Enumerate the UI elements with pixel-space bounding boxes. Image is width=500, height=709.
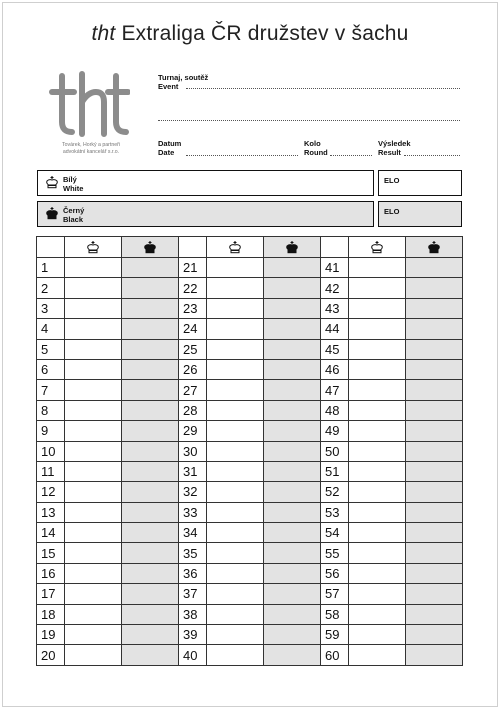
black-move-cell[interactable] [406, 441, 463, 461]
black-move-cell[interactable] [122, 441, 179, 461]
move-row [37, 298, 463, 318]
logo-caption [46, 142, 136, 156]
black-label-en: Black [63, 215, 84, 224]
white-move-cell[interactable] [65, 400, 122, 420]
move-number: 32 [179, 482, 207, 502]
move-number: 3 [37, 298, 65, 318]
move-number: 18 [37, 604, 65, 624]
white-move-cell[interactable] [65, 563, 122, 583]
moves-header-row [37, 237, 463, 258]
header-white-cell [349, 237, 406, 258]
move-number: 40 [179, 645, 207, 665]
title-brand: tht [91, 22, 116, 45]
move-number: 24 [179, 319, 207, 339]
black-player-field[interactable] [37, 201, 374, 227]
move-number: 58 [321, 604, 349, 624]
black-elo-label: ELO [384, 207, 400, 216]
black-move-cell[interactable] [406, 604, 463, 624]
white-move-cell[interactable] [207, 502, 264, 522]
move-number: 56 [321, 563, 349, 583]
header-number-cell [37, 237, 65, 258]
white-move-cell[interactable] [349, 563, 406, 583]
moves-body [37, 258, 463, 666]
white-move-cell[interactable] [65, 625, 122, 645]
move-number: 43 [321, 298, 349, 318]
black-move-cell[interactable] [406, 298, 463, 318]
white-move-cell[interactable] [65, 441, 122, 461]
white-king-icon [207, 240, 263, 254]
white-move-cell[interactable] [65, 543, 122, 563]
move-number: 26 [179, 359, 207, 379]
black-move-cell[interactable] [264, 359, 321, 379]
white-move-cell[interactable] [349, 441, 406, 461]
white-move-cell[interactable] [207, 278, 264, 298]
black-move-cell[interactable] [122, 339, 179, 359]
black-move-cell[interactable] [122, 359, 179, 379]
move-row [37, 441, 463, 461]
black-move-cell[interactable] [122, 563, 179, 583]
move-row [37, 523, 463, 543]
move-row [37, 278, 463, 298]
black-move-cell[interactable] [122, 380, 179, 400]
white-move-cell[interactable] [65, 604, 122, 624]
white-move-cell[interactable] [65, 258, 122, 278]
black-move-cell[interactable] [406, 258, 463, 278]
white-king-icon [65, 240, 121, 254]
black-move-cell[interactable] [406, 584, 463, 604]
page-title [0, 22, 500, 46]
move-number: 27 [179, 380, 207, 400]
date-label-cz: Datum [158, 139, 182, 148]
black-move-cell[interactable] [264, 258, 321, 278]
move-number: 20 [37, 645, 65, 665]
header-black-cell [264, 237, 321, 258]
move-number: 11 [37, 461, 65, 481]
white-move-cell[interactable] [65, 523, 122, 543]
black-move-cell[interactable] [122, 502, 179, 522]
header-black-cell [122, 237, 179, 258]
move-number: 38 [179, 604, 207, 624]
move-row [37, 543, 463, 563]
logo-caption-line1: Továrek, Horký a partneři [62, 142, 120, 148]
black-move-cell[interactable] [122, 604, 179, 624]
move-number: 2 [37, 278, 65, 298]
move-number: 48 [321, 400, 349, 420]
white-move-cell[interactable] [65, 482, 122, 502]
white-king-icon [349, 240, 405, 254]
white-move-cell[interactable] [65, 502, 122, 522]
white-move-cell[interactable] [207, 625, 264, 645]
white-move-cell[interactable] [349, 543, 406, 563]
event-label-en: Event [158, 82, 179, 91]
black-move-cell[interactable] [264, 482, 321, 502]
move-number: 23 [179, 298, 207, 318]
black-move-cell[interactable] [122, 298, 179, 318]
white-move-cell[interactable] [65, 380, 122, 400]
black-move-cell[interactable] [406, 421, 463, 441]
result-field[interactable] [404, 155, 460, 156]
white-move-cell[interactable] [207, 380, 264, 400]
black-move-cell[interactable] [264, 380, 321, 400]
move-row [37, 584, 463, 604]
move-row [37, 502, 463, 522]
move-number: 1 [37, 258, 65, 278]
white-move-cell[interactable] [349, 502, 406, 522]
white-move-cell[interactable] [65, 461, 122, 481]
white-label-cz: Bílý [63, 175, 77, 184]
black-move-cell[interactable] [406, 502, 463, 522]
header-white-cell [207, 237, 264, 258]
white-move-cell[interactable] [349, 482, 406, 502]
white-move-cell[interactable] [349, 380, 406, 400]
move-row [37, 645, 463, 665]
move-number: 22 [179, 278, 207, 298]
move-number: 55 [321, 543, 349, 563]
black-move-cell[interactable] [264, 543, 321, 563]
move-number: 36 [179, 563, 207, 583]
move-number: 35 [179, 543, 207, 563]
white-move-cell[interactable] [349, 298, 406, 318]
black-move-cell[interactable] [264, 400, 321, 420]
move-number: 51 [321, 461, 349, 481]
move-number: 52 [321, 482, 349, 502]
white-move-cell[interactable] [207, 645, 264, 665]
move-row [37, 604, 463, 624]
date-field[interactable] [186, 155, 298, 156]
round-label-en: Round [304, 148, 328, 157]
white-move-cell[interactable] [207, 604, 264, 624]
black-move-cell[interactable] [264, 319, 321, 339]
white-move-cell[interactable] [65, 319, 122, 339]
round-label-cz: Kolo [304, 139, 321, 148]
white-move-cell[interactable] [207, 319, 264, 339]
header-white-cell [65, 237, 122, 258]
move-number: 57 [321, 584, 349, 604]
black-move-cell[interactable] [122, 645, 179, 665]
white-move-cell[interactable] [207, 421, 264, 441]
move-number: 44 [321, 319, 349, 339]
white-elo-field[interactable] [378, 170, 462, 196]
move-row [37, 461, 463, 481]
result-label-en: Result [378, 148, 401, 157]
title-text: Extraliga ČR družstev v šachu [115, 22, 409, 45]
white-move-cell[interactable] [349, 523, 406, 543]
move-number: 6 [37, 359, 65, 379]
move-number: 33 [179, 502, 207, 522]
white-move-cell[interactable] [349, 421, 406, 441]
move-number: 53 [321, 502, 349, 522]
white-move-cell[interactable] [349, 319, 406, 339]
white-move-cell[interactable] [349, 625, 406, 645]
black-player-label [63, 206, 84, 224]
move-number: 16 [37, 563, 65, 583]
black-move-cell[interactable] [264, 421, 321, 441]
black-move-cell[interactable] [406, 339, 463, 359]
black-move-cell[interactable] [122, 258, 179, 278]
move-number: 45 [321, 339, 349, 359]
white-move-cell[interactable] [65, 298, 122, 318]
black-move-cell[interactable] [264, 298, 321, 318]
white-move-cell[interactable] [207, 339, 264, 359]
move-row [37, 339, 463, 359]
white-move-cell[interactable] [207, 258, 264, 278]
move-number: 4 [37, 319, 65, 339]
move-row [37, 400, 463, 420]
move-row [37, 359, 463, 379]
moves-table [36, 236, 463, 666]
move-number: 28 [179, 400, 207, 420]
white-player-field[interactable] [37, 170, 374, 196]
white-move-cell[interactable] [349, 278, 406, 298]
black-move-cell[interactable] [122, 421, 179, 441]
black-elo-field[interactable] [378, 201, 462, 227]
move-number: 46 [321, 359, 349, 379]
black-move-cell[interactable] [406, 482, 463, 502]
black-move-cell[interactable] [406, 319, 463, 339]
white-elo-label: ELO [384, 176, 400, 185]
move-number: 5 [37, 339, 65, 359]
round-label [304, 139, 328, 157]
move-number: 13 [37, 502, 65, 522]
black-move-cell[interactable] [264, 645, 321, 665]
move-number: 31 [179, 461, 207, 481]
black-move-cell[interactable] [406, 461, 463, 481]
move-number: 19 [37, 625, 65, 645]
white-player-label [63, 175, 83, 193]
date-label [158, 139, 181, 157]
black-move-cell[interactable] [122, 584, 179, 604]
move-number: 17 [37, 584, 65, 604]
white-move-cell[interactable] [207, 441, 264, 461]
white-move-cell[interactable] [65, 359, 122, 379]
white-move-cell[interactable] [65, 278, 122, 298]
black-move-cell[interactable] [122, 625, 179, 645]
logo-caption-line2: advokátní kancelář s.r.o. [62, 149, 120, 155]
black-move-cell[interactable] [264, 502, 321, 522]
black-move-cell[interactable] [264, 441, 321, 461]
move-number: 30 [179, 441, 207, 461]
white-move-cell[interactable] [349, 604, 406, 624]
move-number: 47 [321, 380, 349, 400]
black-move-cell[interactable] [264, 339, 321, 359]
white-move-cell[interactable] [207, 563, 264, 583]
black-label-cz: Černý [63, 206, 85, 215]
white-move-cell[interactable] [65, 584, 122, 604]
move-number: 41 [321, 258, 349, 278]
white-move-cell[interactable] [207, 482, 264, 502]
black-move-cell[interactable] [406, 563, 463, 583]
black-king-icon [122, 240, 178, 254]
black-move-cell[interactable] [264, 604, 321, 624]
black-move-cell[interactable] [406, 523, 463, 543]
header-black-cell [406, 237, 463, 258]
tht-logo [48, 70, 130, 142]
black-move-cell[interactable] [264, 563, 321, 583]
header-number-cell [321, 237, 349, 258]
white-move-cell[interactable] [207, 400, 264, 420]
white-move-cell[interactable] [65, 421, 122, 441]
black-move-cell[interactable] [264, 523, 321, 543]
move-number: 9 [37, 421, 65, 441]
black-move-cell[interactable] [122, 278, 179, 298]
white-king-icon [44, 175, 60, 189]
header-number-cell [179, 237, 207, 258]
move-number: 37 [179, 584, 207, 604]
move-number: 49 [321, 421, 349, 441]
white-move-cell[interactable] [207, 584, 264, 604]
white-move-cell[interactable] [349, 400, 406, 420]
white-label-en: White [63, 184, 84, 193]
move-row [37, 319, 463, 339]
move-row [37, 258, 463, 278]
black-king-icon [44, 206, 60, 220]
move-number: 59 [321, 625, 349, 645]
white-move-cell[interactable] [65, 339, 122, 359]
move-row [37, 563, 463, 583]
white-move-cell[interactable] [65, 645, 122, 665]
black-move-cell[interactable] [406, 543, 463, 563]
white-move-cell[interactable] [349, 258, 406, 278]
white-move-cell[interactable] [207, 461, 264, 481]
event-label-cz: Turnaj, soutěž [158, 73, 209, 82]
black-move-cell[interactable] [406, 359, 463, 379]
move-number: 60 [321, 645, 349, 665]
event-field[interactable] [186, 88, 460, 89]
move-number: 50 [321, 441, 349, 461]
black-move-cell[interactable] [264, 278, 321, 298]
move-number: 12 [37, 482, 65, 502]
black-king-icon [264, 240, 320, 254]
move-row [37, 421, 463, 441]
move-number: 34 [179, 523, 207, 543]
move-number: 54 [321, 523, 349, 543]
black-move-cell[interactable] [264, 461, 321, 481]
white-move-cell[interactable] [349, 584, 406, 604]
black-king-icon [406, 240, 462, 254]
move-number: 25 [179, 339, 207, 359]
black-move-cell[interactable] [122, 523, 179, 543]
white-move-cell[interactable] [349, 645, 406, 665]
white-move-cell[interactable] [349, 339, 406, 359]
black-move-cell[interactable] [122, 319, 179, 339]
white-move-cell[interactable] [207, 523, 264, 543]
move-number: 21 [179, 258, 207, 278]
black-move-cell[interactable] [406, 645, 463, 665]
white-move-cell[interactable] [349, 461, 406, 481]
black-move-cell[interactable] [122, 461, 179, 481]
black-move-cell[interactable] [406, 380, 463, 400]
move-row [37, 482, 463, 502]
move-number: 10 [37, 441, 65, 461]
move-number: 42 [321, 278, 349, 298]
move-row [37, 625, 463, 645]
white-move-cell[interactable] [207, 359, 264, 379]
date-label-en: Date [158, 148, 175, 157]
black-move-cell[interactable] [264, 625, 321, 645]
white-move-cell[interactable] [207, 543, 264, 563]
move-row [37, 380, 463, 400]
black-move-cell[interactable] [122, 400, 179, 420]
move-number: 29 [179, 421, 207, 441]
move-number: 15 [37, 543, 65, 563]
move-number: 7 [37, 380, 65, 400]
black-move-cell[interactable] [406, 278, 463, 298]
black-move-cell[interactable] [122, 543, 179, 563]
round-field[interactable] [330, 155, 372, 156]
event-field-line2[interactable] [158, 120, 460, 121]
move-number: 39 [179, 625, 207, 645]
black-move-cell[interactable] [264, 584, 321, 604]
black-move-cell[interactable] [406, 400, 463, 420]
result-label-cz: Výsledek [378, 139, 411, 148]
white-move-cell[interactable] [207, 298, 264, 318]
black-move-cell[interactable] [406, 625, 463, 645]
black-move-cell[interactable] [122, 482, 179, 502]
white-move-cell[interactable] [349, 359, 406, 379]
move-number: 14 [37, 523, 65, 543]
move-number: 8 [37, 400, 65, 420]
